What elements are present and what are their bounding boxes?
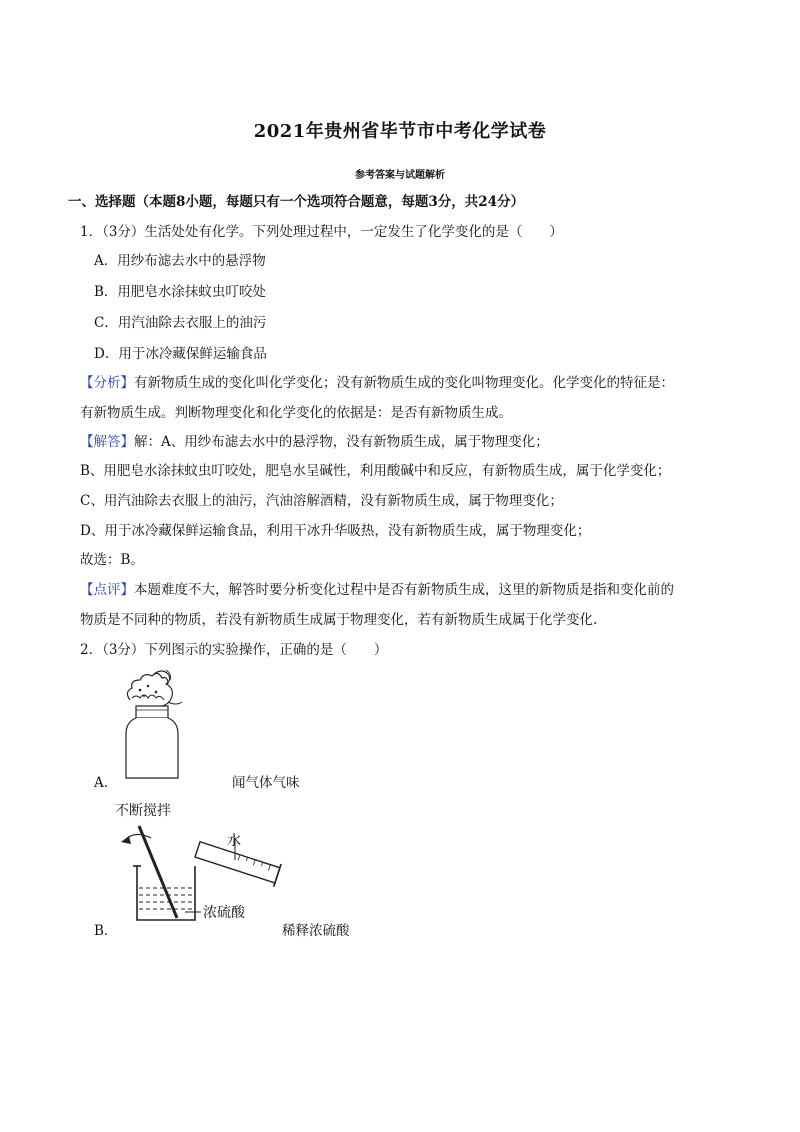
acid-label: 浓硫酸 bbox=[203, 905, 245, 921]
q1-option-b: B．用肥皂水涂抹蚊虫叮咬处 bbox=[94, 284, 266, 300]
comment-text-1: 本题难度不大，解答时要分析变化过程中是否有新物质生成，这里的新物质是指和变化前的 bbox=[134, 582, 674, 598]
dilute-acid-figure bbox=[115, 800, 290, 930]
q1-answer-line-5: 故选：B。 bbox=[80, 552, 144, 568]
comment-tag: 【点评】 bbox=[80, 582, 134, 598]
q1-comment-line-2: 物质是不同种的物质，若没有新物质生成属于物理变化，若有新物质生成属于化学变化. bbox=[80, 612, 598, 628]
answer-text-1: 解：A、用纱布滤去水中的悬浮物，没有新物质生成，属于物理变化； bbox=[134, 434, 549, 450]
water-label: 水 bbox=[227, 833, 241, 849]
q1-analysis-line-2: 有新物质生成。判断物理变化和化学变化的依据是：是否有新物质生成。 bbox=[80, 405, 512, 421]
answer-tag: 【解答】 bbox=[80, 434, 134, 450]
q2-option-a-caption: 闻气体气味 bbox=[232, 775, 300, 791]
smell-gas-figure bbox=[118, 666, 188, 782]
q1-answer-line-4: D、用于冰冷藏保鲜运输食品，利用干冰升华吸热，没有新物质生成，属于物理变化； bbox=[80, 523, 591, 539]
q1-option-c: C．用汽油除去衣服上的油污 bbox=[94, 315, 267, 331]
q1-option-d: D．用于冰冷藏保鲜运输食品 bbox=[94, 346, 267, 362]
q1-answer-line-3: C、用汽油除去衣服上的油污，汽油溶解酒精，没有新物质生成，属于物理变化； bbox=[80, 493, 563, 509]
q1-option-a: A．用纱布滤去水中的悬浮物 bbox=[94, 253, 266, 269]
q2-option-a-label: A． bbox=[94, 775, 118, 791]
section-heading: 一、选择题（本题8小题，每题只有一个选项符合题意，每题3分，共24分） bbox=[68, 194, 525, 210]
q1-analysis-line-1 bbox=[80, 371, 674, 391]
doc-subtitle: 参考答案与试题解析 bbox=[355, 170, 445, 181]
q2-option-b-label: B． bbox=[94, 923, 118, 939]
doc-title: 2021年贵州省毕节市中考化学试卷 bbox=[253, 121, 547, 142]
q2-option-b-caption: 稀释浓硫酸 bbox=[282, 923, 350, 939]
stir-label: 不断搅拌 bbox=[115, 803, 171, 819]
analysis-tag: 【分析】 bbox=[80, 375, 134, 391]
q2-stem: 2．（3分）下列图示的实验操作，正确的是（ ） bbox=[80, 642, 388, 658]
q1-stem: 1．（3分）生活处处有化学。下列处理过程中，一定发生了化学变化的是（ ） bbox=[80, 224, 563, 240]
q1-comment-line-1 bbox=[80, 578, 674, 598]
q1-answer-line-2: B、用肥皂水涂抹蚊虫叮咬处，肥皂水呈碱性，利用酸碱中和反应，有新物质生成，属于化学变化； bbox=[80, 463, 671, 479]
analysis-text-1: 有新物质生成的变化叫化学变化；没有新物质生成的变化叫物理变化。化学变化的特征是： bbox=[134, 375, 674, 391]
q1-answer-line-1 bbox=[80, 430, 549, 450]
